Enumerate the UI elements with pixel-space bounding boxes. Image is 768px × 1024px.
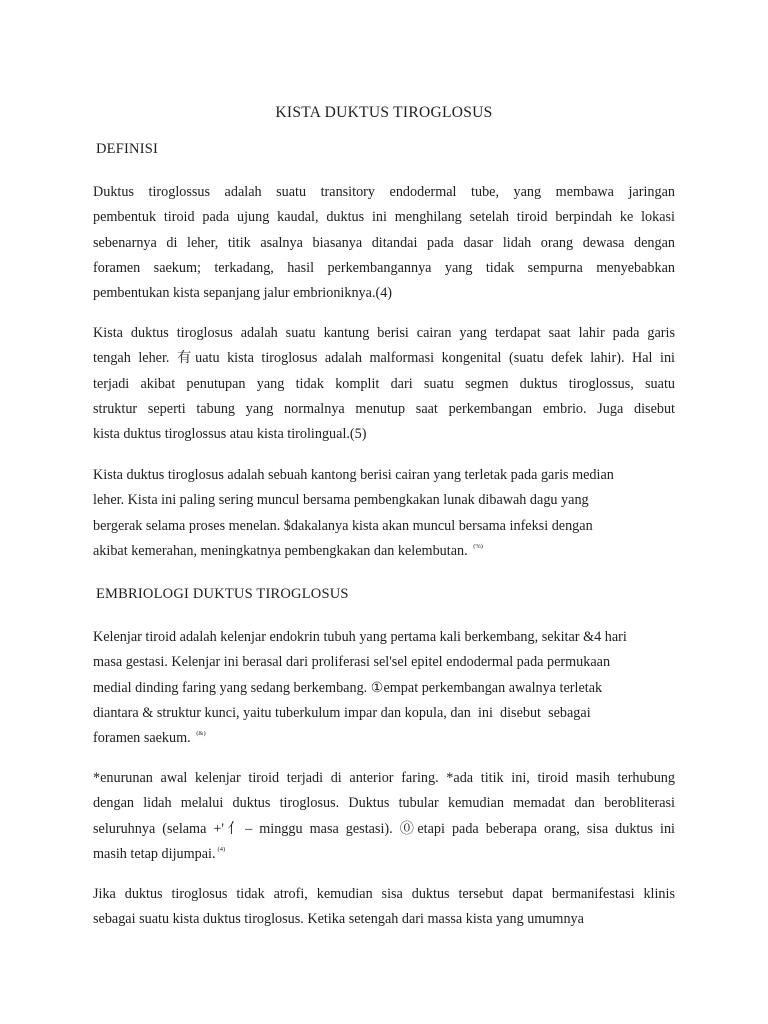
paragraph-embriologi-1 xyxy=(93,625,675,751)
text-line: sebenarnya di leher, titik asalnya biasanya ditandai pada dasar lidah orang dewasa dengan xyxy=(93,234,675,251)
text-line: tengah leher. 有uatu kista tiroglosus adalah malformasi kongenital (suatu defek lahir). Hal ini xyxy=(93,350,675,367)
document-title: KISTA DUKTUS TIROGLOSUS xyxy=(275,104,493,121)
citation-marker: (%) xyxy=(473,542,483,550)
text-line: struktur seperti tabung yang normalnya menutup saat perkembangan embrio. Juga disebut xyxy=(93,400,675,417)
text-line: masa gestasi. Kelenjar ini berasal dari proliferasi sel'sel epitel endodermal pada permukaan xyxy=(93,654,611,671)
paragraph-embriologi-3 xyxy=(93,882,675,933)
text-line: diantara & struktur kunci, yaitu tuberkulum impar dan kopula, dan ini disebut sebagai xyxy=(93,704,591,721)
text-line: pembentukan kista sepanjang jalur embrioniknya.(4) xyxy=(93,285,393,302)
text-line: Kista duktus tiroglosus adalah sebuah kantong berisi cairan yang terletak pada garis median xyxy=(93,467,614,483)
citation-marker: (4) xyxy=(217,845,226,853)
paragraph-definisi-2 xyxy=(93,321,675,447)
text-line: terjadi akibat penutupan yang tidak komplit dari suatu segmen duktus tiroglossus, suatu xyxy=(93,375,675,392)
text-line: pembentuk tiroid pada ujung kaudal, duktus ini menghilang setelah tiroid berpindah ke lokasi xyxy=(93,209,675,226)
text-line-with-citation xyxy=(93,726,675,751)
text-line: akibat kemerahan, meningkatnya pembengkakan dan kelembutan. xyxy=(93,542,468,559)
text-line: leher. Kista ini paling sering muncul bersama pembengkakan lunak dibawah dagu yang xyxy=(93,492,589,509)
text-line: foramen saekum. xyxy=(93,730,191,747)
text-line: Jika duktus tiroglosus tidak atrofi, kemudian sisa duktus tersebut dapat bermanifestasi klinis xyxy=(93,886,675,902)
citation-marker: (&) xyxy=(196,730,206,738)
section-heading-definisi: DEFINISI xyxy=(96,141,159,157)
paragraph-embriologi-2 xyxy=(93,766,675,867)
text-line: kista duktus tiroglossus atau kista tirolingual.(5) xyxy=(93,426,367,443)
text-line: medial dinding faring yang sedang berkembang. ①empat perkembangan awalnya terletak xyxy=(93,679,603,696)
text-line: bergerak selama proses menelan. $dakalanya kista akan muncul bersama infeksi dengan xyxy=(93,517,593,534)
text-line: sebagai suatu kista duktus tiroglosus. Ketika setengah dari massa kista yang umumnya xyxy=(93,911,584,928)
text-line: masih tetap dijumpai. xyxy=(93,845,216,862)
text-line-with-citation xyxy=(93,842,675,867)
text-line: seluruhnya (selama +'亻– minggu masa gestasi). ⓪etapi pada beberapa orang, sisa duktus ini xyxy=(93,820,675,837)
text-line: foramen saekum; terkadang, hasil perkembangannya yang tidak sempurna menyebabkan xyxy=(93,259,675,276)
text-line: Kista duktus tiroglosus adalah suatu kantung berisi cairan yang terdapat saat lahir pada garis xyxy=(93,325,675,341)
paragraph-definisi-3 xyxy=(93,463,675,564)
text-line: *enurunan awal kelenjar tiroid terjadi di anterior faring. *ada titik ini, tiroid masih terhubung xyxy=(93,770,675,786)
paragraph-definisi-1 xyxy=(93,180,675,306)
text-line: dengan lidah melalui duktus tiroglosus. Duktus tubular kemudian memadat dan berobliterasi xyxy=(93,795,675,812)
text-line: Duktus tiroglossus adalah suatu transitory endodermal tube, yang membawa jaringan xyxy=(93,184,675,200)
text-line-with-citation xyxy=(93,539,675,564)
text-line: Kelenjar tiroid adalah kelenjar endokrin tubuh yang pertama kali berkembang, sekitar &4 hari xyxy=(93,629,627,645)
section-heading-embriologi: EMBRIOLOGI DUKTUS TIROGLOSUS xyxy=(96,586,349,602)
